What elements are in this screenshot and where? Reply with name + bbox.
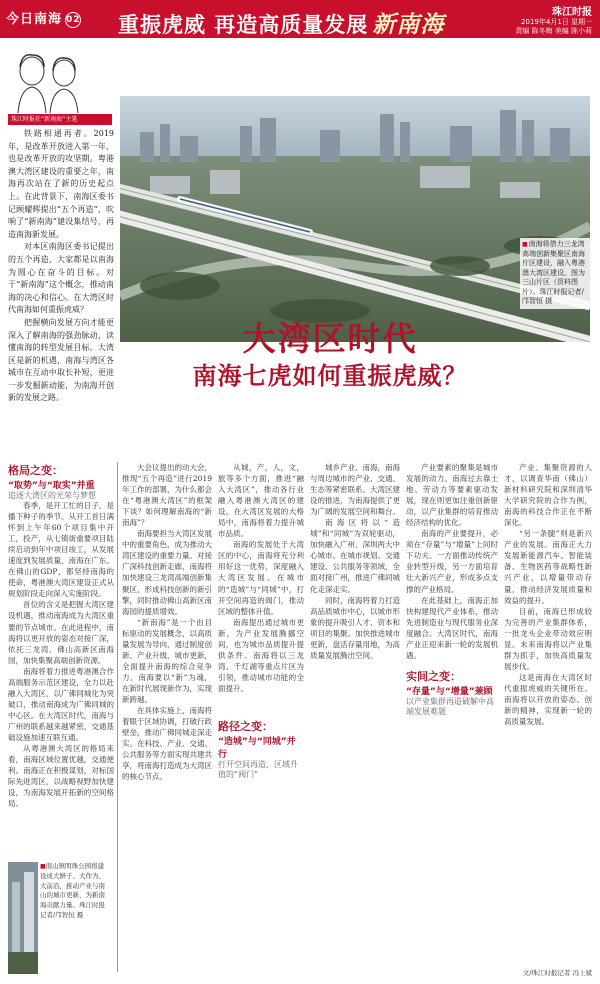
intro-paragraph: 铁路相通再者。2019年，是改革开放进入第一年，也是改革开放的攻坚期。粤港澳大湾区建设的重要之年，南海再次站在了新的历史起点上。在此背景下，南海区委书记顾耀辉提出“五个再造”，吹响了“新南海”建设集结号，再造南海新发展。 xyxy=(8,129,114,239)
page-title xyxy=(118,6,444,39)
paragraph: 城乡产业、南海，南海与周边城市的产业、交通、生态等紧密联系。大湾区建设的推进，为南海提供了更为广阔的发展空间和舞台。 xyxy=(310,463,400,517)
paragraph: 从粤港澳大湾区的格局来看，南海区域位置优越，交通便利。南海正在积极谋划，对标国际先进湾区，以战略视野加快建设，为南海发展开拓新的空间格局。 xyxy=(8,744,114,809)
hero-caption xyxy=(520,238,592,309)
section-3-subtitle: 以产业集群再造破解中高端发展难题 xyxy=(406,697,494,716)
hero-caption-text: 南海将借力三龙湾高端创新集聚区南海片区建设，融入粤港澳大湾区建设。图为三山片区（资料图片）。珠江时报记者/邝智恒 摄 xyxy=(522,240,585,305)
section-2-kicker: 路径之变： xyxy=(218,720,273,733)
paragraph: 产业、集聚资源的人才，以调查华南（佛山）新材料研究院和深圳清华大学研究院的合作为例，南海的科技合作正在不断深化。 xyxy=(504,463,592,528)
paragraph: “新南海”是一个由目标驱动的发展概念，以高质量发展为导向，通过制度创新、产业升级、城市更新，全面提升南海的综合竞争力。南海要以“新”为魂，在新时代展现新作为，实现新跨越。 xyxy=(122,617,212,704)
brand-text: 新南海 xyxy=(372,11,445,38)
paragraph: 产业要素的聚集是城市发展的动力。南海过去靠土地、劳动力等要素驱动发展，现在则更加注重创新驱动，以产业集群的培育推动经济结构的优化。 xyxy=(406,463,498,528)
section-name: 今日南海 xyxy=(6,12,63,27)
paragraph: 南海要担当大湾区发展中的重要角色，成为推动大湾区建设的重要力量。对接广深科技创新走廊，南海将加快建设三龙湾高端创新集聚区，形成科技创新的新引擎，同时推动佛山高新区南海园的提质增效。 xyxy=(122,529,212,616)
paragraph: 在具体实施上，南海将着眼于区域协调，打破行政壁垒，推动广佛同城走深走实。在科技、产业、交通、公共服务等方面实现共建共享，将南海打造成为大湾区的核心节点。 xyxy=(122,706,212,782)
section-1-kicker: 格局之变： xyxy=(8,464,63,477)
article-column-5 xyxy=(406,462,498,662)
side-photo-caption xyxy=(40,862,106,921)
main-headline xyxy=(180,318,480,392)
paper-info xyxy=(515,3,592,36)
page-number: 02 xyxy=(65,12,81,28)
paragraph: 同时，南海将着力打造高品质城市中心，以城市形象的提升吸引人才、资本和项目的集聚。加快推进城市更新，盘活存量用地，为高质量发展腾出空间。 xyxy=(310,595,400,660)
section-1-heading xyxy=(8,462,114,501)
paragraph: “另一条腿”则是新兴产业的发展。南海正大力发展新能源汽车、智能装备、生物医药等战略性新兴产业，以增量带动存量，推动经济发展质量和效益的提升。 xyxy=(504,529,592,605)
paragraph: 南海的产业要提升，必须在“存量”与“增量”上同时下功夫。一方面推动传统产业转型升级，另一方面培育壮大新兴产业，形成多点支撑的产业格局。 xyxy=(406,529,498,594)
columnist-tag: 珠江时报社“新南海”主笔 xyxy=(8,114,112,125)
section-3-kicker: 实间之变： xyxy=(406,670,461,683)
paragraph: 春季，是开工忙的日子，是播下种子的季节。从开工首日满怀到上午年60个项目集中开工，投产，从七镇街重要项目陆续启动到年中项目竣工，从发展速度到发展质量，南海在广东、在佛山的GDP，都坚持南海的使命，粤港澳大湾区建设正式从规划阶段走向深入实施阶段。 xyxy=(8,501,114,599)
article-column-4 xyxy=(310,462,400,968)
section-label xyxy=(6,8,81,28)
section-3-heading xyxy=(406,668,498,717)
intro-paragraph: 对本区南海区委书记提出的五个再造，大家都是以南海为圆心在奋斗的目标。对于“新南海”这个概念，推动南海的决心和信心。在大湾区时代南海如何重振虎威？ xyxy=(8,242,114,315)
section-2-title: “造城”与“同城”并行 xyxy=(218,737,296,760)
byline: 文/珠江时报记者 冯上斌 xyxy=(522,969,592,977)
column-divider xyxy=(117,462,118,972)
section-2-subtitle: 打开空间再造，区域升值的“阀门” xyxy=(218,760,298,779)
columnist-portrait xyxy=(8,45,86,113)
paragraph: 南海将着力推进粤港澳合作高端服务示范区建设，全力以赴融入大湾区，以广佛同城化为突破口，推动南海成为广佛同城的中心区。在大湾区时代，南海与广州的联系越来越紧密，交通基础设施加速互联互通。 xyxy=(8,666,114,742)
side-photo-caption-text: 南山镇明珠公园将建设成大鲜子、大作为、大前沿，推动产业与南山的城市更新，为新南海贡献力量。珠江时报记者/邝智恒 摄 xyxy=(40,862,105,919)
paragraph: 首位的含义是把握大湾区建设机遇，推动南海成为大湾区重要的节点城市。在此进程中，南海将以更开放的姿态对接广深，依托三龙湾、佛山高新区南海园，加快集聚高端创新资源。 xyxy=(8,600,114,665)
paragraph: 在此基础上，南海正加快构建现代产业体系，推动先进制造业与现代服务业深度融合。大湾区时代，南海产业正迎来新一轮的发展机遇。 xyxy=(406,595,498,660)
paragraph: 大会议提出的动大会，推现“五个再造”进行2019年工作的部署，为什么都会在“粤港澳大湾区”的框架下谈？如何理解南海的“新南海”？ xyxy=(122,463,212,528)
side-photo xyxy=(8,862,38,974)
square-bullet-icon: ■ xyxy=(40,863,46,870)
paragraph: 目前，南海已形成较为完善的产业集群体系，一批龙头企业带动效应明显。未来南海将以产业集群为抓手，加快高质量发展步伐。 xyxy=(504,606,592,671)
editor-credits: 责编 陈冬梅 美编 陈小莉 xyxy=(515,27,592,35)
intro-paragraph: 把握横向发展方向才能更深入了解南海的强劲脉动，读懂南海的转型发展目标。大湾区是新的机遇，南海与湾区各城市在互动中取长补短，更进一步发掘新动能，为南海开创新的发展之路。 xyxy=(8,317,114,403)
paragraph: 南海的发展处于大湾区的中心，南海将充分利用好这一优势，深度融入大湾区发展。在城市的“造城”与“同城”中，打开空间再造的阀门，推动区域的整体升值。 xyxy=(218,540,304,616)
section-1-title: “取势”与“取实”并重 xyxy=(8,481,95,491)
issue-date: 2019年4月1日 星期一 xyxy=(521,18,592,26)
article-column-3 xyxy=(218,462,304,712)
paragraph: 南海提出通过城市更新，为产业发展腾挪空间，也为城市品质提升提供条件。南海将以三龙湾、千灯湖等重点片区为引领，推动城市功能的全面提升。 xyxy=(218,617,304,693)
headline-line-1: 大湾区时代 xyxy=(242,319,418,358)
article-column-2 xyxy=(122,462,212,968)
paragraph: 从城，产，人，文，旅等多个方面，推进“融入大湾区”，推动各行业融入粤港澳大湾区的建设。在大湾区发展的大格局中，南海将着力提升城市品质。 xyxy=(218,463,304,539)
masthead xyxy=(0,0,600,38)
title-text: 重振虎威 再造高质量发展 xyxy=(118,13,369,37)
headline-line-2: 南海七虎如何重振虎威？ xyxy=(192,361,468,390)
article-column-1 xyxy=(8,500,114,856)
paragraph: 这是南海在大湾区时代重振虎威的关键所在。南海将以开放的姿态、创新的精神，实现新一轮的高质量发展。 xyxy=(504,672,592,727)
section-3-title: “存量”与“增量”兼顾 xyxy=(406,687,493,697)
article-column-6 xyxy=(504,462,592,962)
paper-name: 珠江时报 xyxy=(552,7,592,18)
square-bullet-icon: ■ xyxy=(522,241,528,248)
intro-column xyxy=(8,128,114,405)
section-1-subtitle: 追逐大湾区的光荣与梦想 xyxy=(8,491,96,500)
paragraph: 南海区将以“造城”和“同城”为双轮驱动，加快融入广州、深圳两大中心城市。在城市规划、交通建设、公共服务等领域，全面对接广州，推进广佛同城化走深走实。 xyxy=(310,518,400,594)
section-2-heading xyxy=(218,718,304,780)
